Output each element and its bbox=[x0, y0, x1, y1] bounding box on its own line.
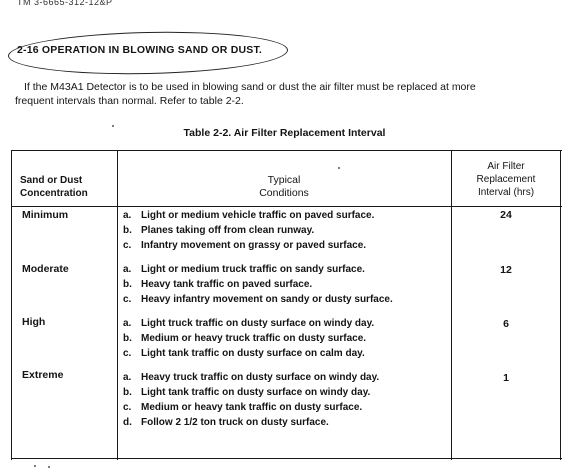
condition-letter: c. bbox=[123, 348, 132, 359]
condition-letter: c. bbox=[123, 402, 132, 413]
condition-item bbox=[123, 346, 374, 361]
header-concentration-line1: Sand or Dust bbox=[20, 175, 83, 186]
header-conditions-line1: Typical bbox=[267, 174, 301, 186]
condition-item bbox=[123, 415, 379, 430]
scan-speck bbox=[34, 465, 36, 467]
header-conditions-line2: Conditions bbox=[259, 187, 309, 199]
row-conditions-minimum bbox=[123, 208, 374, 253]
condition-text: Heavy infantry movement on sandy or dusty surface. bbox=[141, 294, 393, 305]
condition-letter: a. bbox=[123, 264, 132, 275]
instruction-paragraph bbox=[15, 80, 555, 108]
header-interval-line2: Replacement bbox=[476, 174, 536, 185]
condition-letter: b. bbox=[123, 333, 132, 344]
row-level-moderate: Moderate bbox=[22, 263, 69, 275]
row-level-extreme: Extreme bbox=[22, 369, 64, 381]
condition-text: Light or medium truck traffic on sandy surface. bbox=[141, 264, 365, 275]
paragraph-line-2: frequent intervals than normal. Refer to table 2-2. bbox=[15, 95, 244, 107]
condition-letter: a. bbox=[123, 210, 132, 221]
condition-item bbox=[123, 331, 374, 346]
condition-text: Light tank traffic on dusty surface on windy day. bbox=[141, 387, 371, 398]
condition-text: Light or medium vehicle traffic on paved surface. bbox=[141, 210, 375, 221]
condition-item bbox=[123, 208, 374, 223]
table-top-rule bbox=[11, 150, 562, 151]
condition-text: Infantry movement on grassy or paved surface. bbox=[141, 240, 367, 251]
condition-item bbox=[123, 238, 374, 253]
table-bottom-rule bbox=[11, 458, 562, 459]
condition-letter: b. bbox=[123, 225, 132, 236]
condition-letter: c. bbox=[123, 240, 132, 251]
row-conditions-extreme bbox=[123, 370, 379, 430]
row-interval-minimum: 24 bbox=[500, 209, 512, 221]
row-level-minimum: Minimum bbox=[22, 209, 69, 221]
condition-letter: c. bbox=[123, 294, 132, 305]
condition-item bbox=[123, 400, 379, 415]
condition-letter: b. bbox=[123, 387, 132, 398]
condition-text: Light truck traffic on dusty surface on windy day. bbox=[141, 318, 375, 329]
condition-text: Light tank traffic on dusty surface on calm day. bbox=[141, 348, 365, 359]
condition-text: Heavy tank traffic on paved surface. bbox=[141, 279, 313, 290]
header-interval bbox=[451, 160, 561, 199]
condition-letter: d. bbox=[123, 417, 132, 428]
condition-letter: a. bbox=[123, 372, 132, 383]
condition-item bbox=[123, 223, 374, 238]
scan-speck bbox=[48, 466, 50, 468]
condition-item bbox=[123, 277, 393, 292]
row-interval-moderate: 12 bbox=[500, 264, 512, 276]
condition-item bbox=[123, 262, 393, 277]
condition-letter: b. bbox=[123, 279, 132, 290]
condition-text: Medium or heavy truck traffic on dusty surface. bbox=[141, 333, 367, 344]
section-title: 2-16 OPERATION IN BLOWING SAND OR DUST. bbox=[17, 44, 263, 56]
row-interval-high: 6 bbox=[503, 318, 509, 330]
condition-letter: a. bbox=[123, 318, 132, 329]
header-interval-line3: Interval (hrs) bbox=[477, 187, 535, 198]
condition-text: Planes taking off from clean runway. bbox=[141, 225, 315, 236]
header-concentration bbox=[20, 174, 88, 200]
row-level-high: High bbox=[22, 316, 46, 328]
air-filter-table bbox=[11, 150, 562, 460]
row-conditions-moderate bbox=[123, 262, 393, 307]
condition-item bbox=[123, 370, 379, 385]
condition-text: Heavy truck traffic on dusty surface on windy day. bbox=[141, 372, 380, 383]
document-header-id: TM 3-6665-312-12&P bbox=[17, 0, 113, 7]
condition-text: Medium or heavy tank traffic on dusty surface. bbox=[141, 402, 363, 413]
table-title: Table 2-2. Air Filter Replacement Interval bbox=[183, 127, 386, 139]
header-interval-line1: Air Filter bbox=[487, 161, 525, 172]
condition-item bbox=[123, 292, 393, 307]
condition-text: Follow 2 1/2 ton truck on dusty surface. bbox=[141, 417, 329, 428]
paragraph-line-1: If the M43A1 Detector is to be used in blowing sand or dust the air filter must be replaced at more bbox=[24, 81, 476, 93]
table-left-rule bbox=[11, 150, 12, 460]
row-conditions-high bbox=[123, 316, 374, 361]
header-concentration-line2: Concentration bbox=[20, 188, 88, 199]
condition-item bbox=[123, 316, 374, 331]
header-conditions bbox=[117, 174, 451, 200]
condition-item bbox=[123, 385, 379, 400]
row-interval-extreme: 1 bbox=[503, 372, 509, 384]
